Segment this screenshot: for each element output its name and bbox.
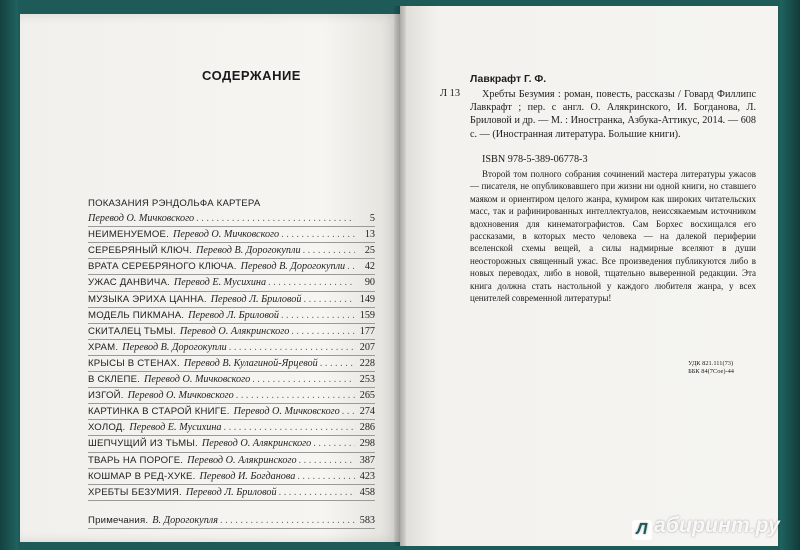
toc-entry-page: 298 — [359, 438, 375, 450]
catalog-annotation: Второй том полного собрания сочинений мастера литературы ужасов — писателя, не опубликовавшего при жизни ни одной книги, но ставшего маяком и ориентиром целого жанра, кумиром как широких читательских масс, так и рафинированных интеллектуалов, неиссякаемым источником вдохновения для кинематографистов. Сам Борхес восхищался его рассказами, в которых место человека — на далекой периферии вселенской схемы вещей, а силы надмирные вселяют в души неосторожных священный ужас. Все произведения публикуются либо в новых переводах, либо в новой, тщательно выверенной редакции. Эта книга должна стать настольной у каждого любителя жанра, у всех ценителей современной литературы! — [470, 169, 756, 304]
toc-spacer — [88, 501, 375, 513]
toc-entry-translator: Перевод О. Алякринского — [201, 438, 312, 450]
toc-entry-title: МУЗЫКА ЭРИХА ЦАННА. — [88, 293, 207, 305]
toc-entry-page: 25 — [364, 245, 375, 257]
toc-entry — [88, 485, 375, 501]
toc-entry-title: ИЗГОЙ. — [88, 390, 124, 402]
watermark-text: абиринт.ру — [654, 514, 781, 537]
toc-entry — [88, 275, 375, 291]
toc-entry-title: Примечания. — [88, 514, 149, 526]
toc-entry-title: ВРАТА СЕРЕБРЯНОГО КЛЮЧА. — [88, 261, 237, 273]
toc-entry — [88, 453, 375, 469]
toc-entry-translator: Перевод О. Мичковского — [88, 213, 195, 225]
bbk-code: ББК 84(7Сое)-44 — [688, 368, 734, 375]
toc-leader-dots — [279, 485, 355, 500]
toc-entry — [88, 436, 375, 452]
toc-entry-translator: Перевод О. Алякринского — [179, 325, 290, 337]
toc-entry-title: КОШМАР В РЕД-ХУКЕ. — [88, 470, 196, 482]
toc-leader-dots — [303, 292, 355, 307]
book-spine-shadow — [394, 6, 406, 546]
toc-entry-title: СЕРЕБРЯНЫЙ КЛЮЧ. — [88, 245, 193, 257]
toc-entry-title: В СКЛЕПЕ. — [88, 374, 141, 386]
toc-entry-translator: Перевод О. Мичковского — [144, 374, 251, 386]
toc-entry-title: МОДЕЛЬ ПИКМАНА. — [88, 309, 185, 321]
toc-entry-translator: Перевод О. Мичковского — [172, 229, 280, 241]
toc-entry-page: 42 — [364, 261, 375, 273]
toc-entry-translator: Перевод В. Дорогокупли — [240, 261, 346, 273]
toc-entry-page: 13 — [364, 229, 375, 241]
toc-entry-title: ТВАРЬ НА ПОРОГЕ. — [88, 454, 184, 466]
toc-entry-title: ХРЕБТЫ БЕЗУМИЯ. — [88, 486, 182, 498]
toc-entry-title: УЖАС ДАНВИЧА. — [88, 277, 170, 289]
toc-entry-page: 423 — [359, 470, 375, 482]
toc-entry — [88, 292, 375, 308]
toc-entry-translator: Перевод О. Мичковского — [233, 406, 340, 418]
toc-entry-translator: Перевод И. Богданова — [199, 470, 296, 482]
labirint-watermark — [632, 514, 780, 540]
toc-list — [88, 196, 375, 529]
toc-entry-translator: Перевод О. Мичковского — [127, 390, 234, 402]
toc-entry-page: 265 — [359, 390, 375, 402]
toc-entry — [88, 243, 375, 259]
toc-entry-translator: Перевод Л. Бриловой — [210, 293, 302, 305]
toc-entry-title: СКИТАЛЕЦ ТЬМЫ. — [88, 325, 176, 337]
toc-entry-title: КРЫСЫ В СТЕНАХ. — [88, 357, 180, 369]
toc-entry-page: 253 — [359, 374, 375, 386]
toc-entry — [88, 513, 375, 529]
toc-entry-page: 274 — [359, 406, 375, 418]
toc-entry-page: 5 — [369, 213, 375, 225]
toc-entry-page: 207 — [359, 341, 375, 353]
toc-leader-dots — [236, 388, 355, 403]
catalog-isbn: ISBN 978-5-389-06778-3 — [482, 154, 588, 165]
toc-entry-title: ХОЛОД. — [88, 422, 126, 434]
toc-entry-title: ХРАМ. — [88, 341, 119, 353]
toc-entry-page: 458 — [359, 486, 375, 498]
book-cover-left — [0, 0, 18, 550]
toc-entry-translator: Перевод В. Кулагиной-Ярцевой — [183, 357, 318, 369]
toc-leader-dots — [224, 420, 355, 435]
toc-leader-dots — [313, 436, 355, 451]
toc-entry-page: 286 — [359, 422, 375, 434]
toc-entry — [88, 420, 375, 436]
toc-entry-title: ШЕПЧУЩИЙ ИЗ ТЬМЫ. — [88, 438, 198, 450]
toc-entry — [88, 196, 375, 211]
toc-leader-dots — [342, 404, 355, 419]
toc-leader-dots — [229, 340, 355, 355]
toc-entry-translator: Перевод В. Дорогокупли — [196, 245, 301, 257]
toc-entry-page: 177 — [359, 325, 375, 337]
toc-leader-dots — [320, 356, 355, 371]
toc-heading: СОДЕРЖАНИЕ — [202, 68, 301, 83]
toc-leader-dots — [281, 308, 355, 323]
toc-leader-dots — [268, 275, 355, 290]
toc-entry — [88, 340, 375, 356]
toc-leader-dots — [299, 453, 355, 468]
toc-entry-translator: Перевод Е. Мусихина — [129, 422, 222, 434]
catalog-classification — [688, 360, 734, 376]
toc-entry-title: ПОКАЗАНИЯ РЭНДОЛЬФА КАРТЕРА — [88, 198, 261, 209]
toc-entry — [88, 211, 375, 227]
toc-leader-dots — [291, 324, 355, 339]
catalog-code: Л 13 — [440, 88, 461, 99]
udk-code: УДК 821.111(73) — [688, 360, 734, 367]
toc-entry-page: 90 — [364, 277, 375, 289]
toc-entry-page: 228 — [359, 357, 375, 369]
toc-leader-dots — [297, 469, 355, 484]
toc-leader-dots — [303, 243, 355, 258]
toc-leader-dots — [347, 259, 355, 274]
labirint-logo-icon: Л — [632, 520, 652, 540]
toc-entry-page: 159 — [359, 309, 375, 321]
toc-entry-translator: Перевод Е. Мусихина — [173, 277, 267, 289]
toc-entry — [88, 308, 375, 324]
toc-entry — [88, 388, 375, 404]
catalog-description: Хребты Безумия : роман, повесть, рассказы / Говард Филлипс Лавкрафт ; пер. с англ. О. Алякринского, И. Богданова, Л. Бриловой и др. — М. : Иностранка, Азбука-Аттикус, 2014. — 608 с. — (Иностранная литература. Большие книги). — [470, 89, 756, 140]
toc-entry — [88, 227, 375, 243]
toc-entry-translator: В. Дорогокупля — [152, 514, 218, 526]
toc-entry — [88, 469, 375, 485]
toc-entry-translator: Перевод Л. Бриловой — [188, 309, 279, 321]
catalog-author: Лавкрафт Г. Ф. — [470, 74, 547, 85]
toc-leader-dots — [196, 211, 355, 226]
toc-entry — [88, 372, 375, 388]
toc-entry-page: 149 — [359, 293, 375, 305]
toc-entry — [88, 404, 375, 420]
book-cover-right — [780, 0, 800, 550]
toc-leader-dots — [220, 513, 355, 528]
toc-entry — [88, 259, 375, 275]
toc-leader-dots — [252, 372, 355, 387]
toc-entry-translator: Перевод Л. Бриловой — [185, 486, 277, 498]
toc-entry-translator: Перевод В. Дорогокупли — [122, 341, 227, 353]
toc-leader-dots — [281, 227, 355, 242]
toc-entry — [88, 324, 375, 340]
toc-entry — [88, 356, 375, 372]
toc-entry-translator: Перевод О. Алякринского — [187, 454, 297, 466]
toc-entry-page: 387 — [359, 454, 375, 466]
toc-entry-title: НЕИМЕНУЕМОЕ. — [88, 229, 169, 241]
toc-entry-title: КАРТИНКА В СТАРОЙ КНИГЕ. — [88, 406, 230, 418]
toc-entry-page: 583 — [359, 514, 375, 526]
